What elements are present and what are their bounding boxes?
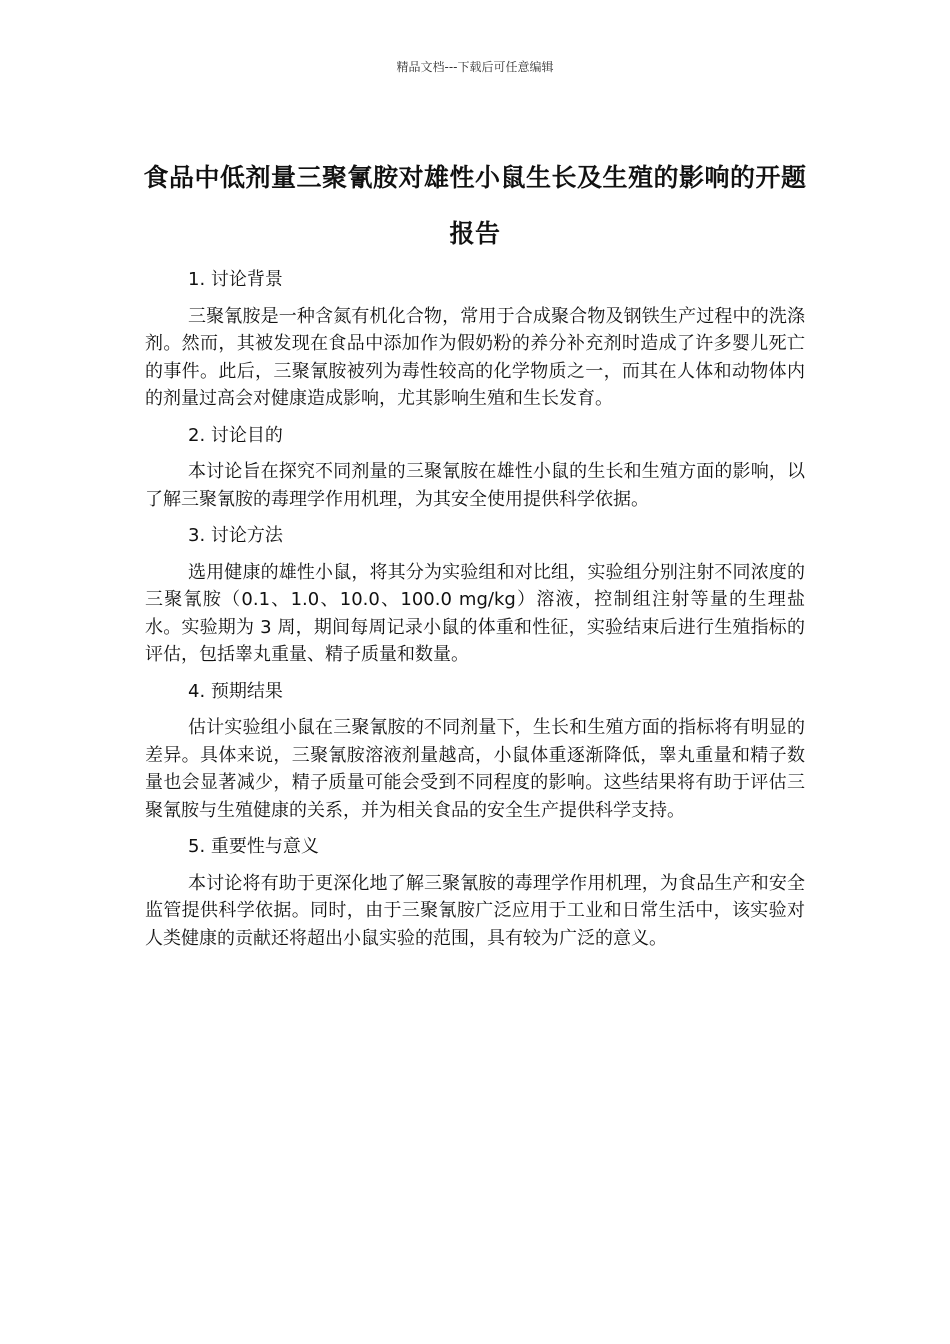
section-purpose [145, 422, 805, 514]
page-header-watermark: 精品文档---下载后可任意编辑 [396, 60, 554, 74]
section-paragraph: 三聚氰胺是一种含氮有机化合物，常用于合成聚合物及钢铁生产过程中的洗涤剂。然而，其被发现在食品中添加作为假奶粉的养分补充剂时造成了许多婴儿死亡的事件。此后，三聚氰胺被列为毒性较高的化学物质之一，而其在人体和动物体内的剂量过高会对健康造成影响，尤其影响生殖和生长发育。 [145, 305, 805, 409]
section-heading: 2. 讨论目的 [188, 424, 283, 446]
document-body [145, 266, 805, 961]
section-background [145, 266, 805, 413]
document-title: 食品中低剂量三聚氰胺对雄性小鼠生长及生殖的影响的开题报告 [143, 162, 807, 248]
section-heading: 1. 讨论背景 [188, 269, 283, 290]
section-paragraph: 本讨论旨在探究不同剂量的三聚氰胺在雄性小鼠的生长和生殖方面的影响，以了解三聚氰胺的毒理学作用机理，为其安全使用提供科学依据。 [145, 461, 805, 510]
section-method [145, 522, 805, 669]
section-paragraph: 选用健康的雄性小鼠，将其分为实验组和对比组，实验组分别注射不同浓度的三聚氰胺（0.1、1.0、10.0、100.0 mg/kg）溶液，控制组注射等量的生理盐水。实验期为 3 周，期间每周记录小鼠的体重和性征，实验结束后进行生殖指标的评估，包括睾丸重量、精子质量和数量。 [145, 561, 805, 665]
section-heading: 5. 重要性与意义 [188, 836, 319, 857]
section-heading: 3. 讨论方法 [188, 525, 283, 546]
section-significance [145, 833, 805, 952]
section-paragraph: 本讨论将有助于更深化地了解三聚氰胺的毒理学作用机理，为食品生产和安全监管提供科学依据。同时，由于三聚氰胺广泛应用于工业和日常生活中，该实验对人类健康的贡献还将超出小鼠实验的范围，具有较为广泛的意义。 [145, 872, 805, 949]
section-heading: 4. 预期结果 [188, 680, 283, 702]
section-expected-results [145, 678, 805, 825]
section-paragraph: 估计实验组小鼠在三聚氰胺的不同剂量下，生长和生殖方面的指标将有明显的差异。具体来说，三聚氰胺溶液剂量越高，小鼠体重逐渐降低，睾丸重量和精子数量也会显著减少，精子质量可能会受到不同程度的影响。这些结果将有助于评估三聚氰胺与生殖健康的关系，并为相关食品的安全生产提供科学支持。 [145, 717, 805, 821]
